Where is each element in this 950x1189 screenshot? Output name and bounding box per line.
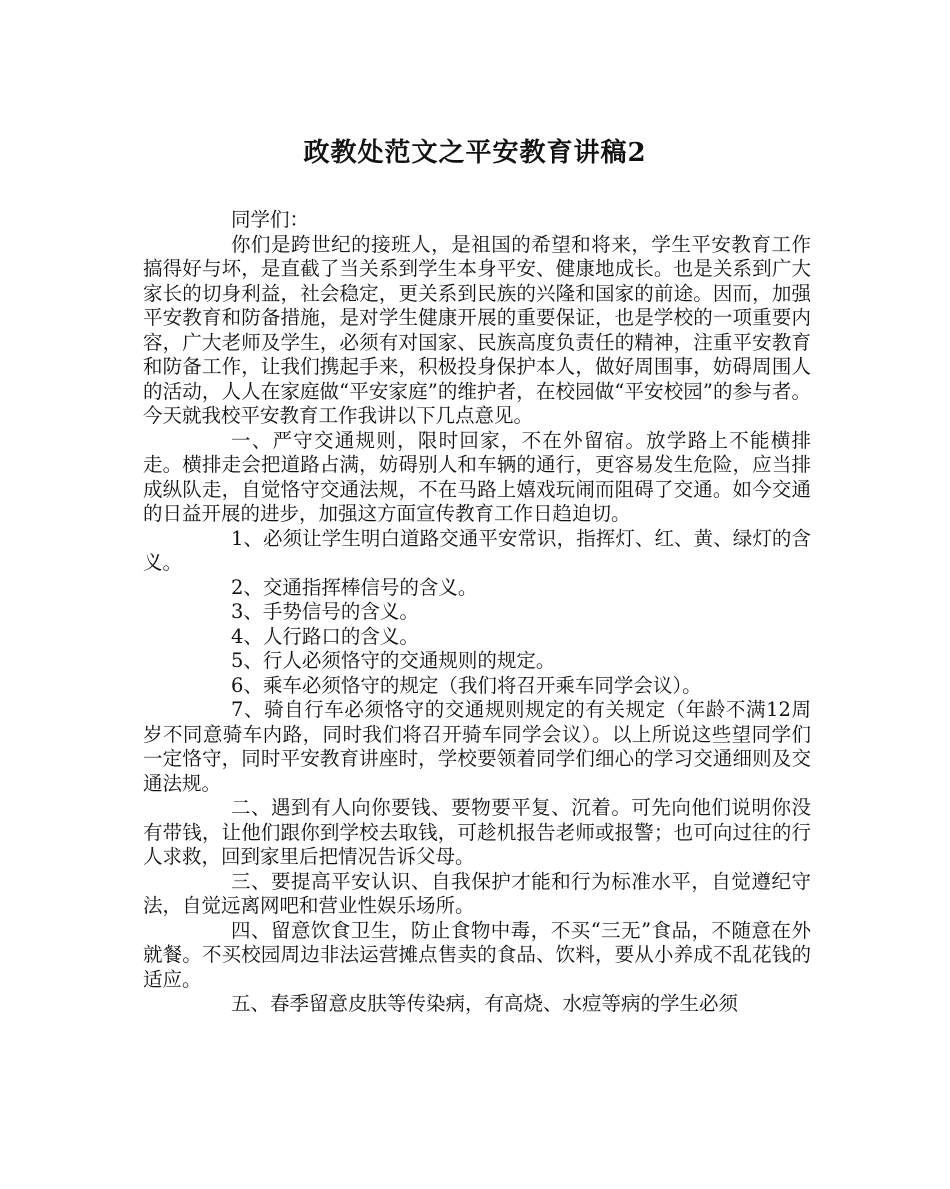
paragraph-point-5: 五、春季留意皮肤等传染病，有高烧、水痘等病的学生必须 xyxy=(231,992,739,1015)
list-item-1: 1、必须让学生明白道路交通平安常识，指挥灯、红、黄、绿灯的含义。 xyxy=(143,526,811,574)
document-body xyxy=(143,208,811,1017)
list-item-7: 7、骑自行车必须恪守的交通规则规定的有关规定（年龄不满12周岁不同意骑车内路，同时我们将召开骑车同学会议）。以上所说这些望同学们一定恪守，同时平安教育讲座时，学校要领着同学们细心的学习交通细则及交通法规。 xyxy=(143,698,811,795)
list-item-2: 2、交通指挥棒信号的含义。 xyxy=(231,575,478,599)
paragraph-point-1: 一、严守交通规则，限时回家，不在外留宿。放学路上不能横排走。横排走会把道路占满，妨碍别人和车辆的通行，更容易发生危险，应当排成纵队走，自觉恪守交通法规，不在马路上嬉戏玩闹而阻碍了交通。如今交通的日益开展的进步，加强这方面宣传教育工作日趋迫切。 xyxy=(143,428,811,525)
paragraph-point-4: 四、留意饮食卫生，防止食物中毒，不买“三无”食品，不随意在外就餐。不买校园周边非法运营摊点售卖的食品、饮料，要从小养成不乱花钱的适应。 xyxy=(143,918,811,991)
paragraph-point-2: 二、遇到有人向你要钱、要物要平复、沉着。可先向他们说明你没有带钱，让他们跟你到学校去取钱，可趁机报告老师或报警；也可向过往的行人求救，回到家里后把情况告诉父母。 xyxy=(143,796,811,868)
list-item-3: 3、手势信号的含义。 xyxy=(231,600,419,623)
document-title: 政教处范文之平安教育讲稿2 xyxy=(303,138,647,168)
list-item-4: 4、人行路口的含义。 xyxy=(231,624,419,648)
paragraph-intro: 你们是跨世纪的接班人，是祖国的希望和将来，学生平安教育工作搞得好与坏，是直截了当关系到学生本身平安、健康地成长。也是关系到广大家长的切身利益，社会稳定，更关系到民族的兴隆和国家的前途。因而，加强平安教育和防备措施，是对学生健康开展的重要保证，也是学校的一项重要内容，广大老师及学生，必须有对国家、民族高度负责任的精神，注重平安教育和防备工作，让我们携起手来，积极投身保护本人，做好周围事，妨碍周围人的活动，人人在家庭做“平安家庭”的维护者，在校园做“平安校园”的参与者。今天就我校平安教育工作我讲以下几点意见。 xyxy=(143,232,811,427)
salutation: 同学们： xyxy=(231,208,310,231)
list-item-6: 6、乘车必须恪守的规定（我们将召开乘车同学会议）。 xyxy=(231,673,702,697)
paragraph-point-3: 三、要提高平安认识、自我保护才能和行为标准水平，自觉遵纪守法，自觉远离网吧和营业性娱乐场所。 xyxy=(143,869,811,917)
list-item-5: 5、行人必须恪守的交通规则的规定。 xyxy=(231,649,556,672)
